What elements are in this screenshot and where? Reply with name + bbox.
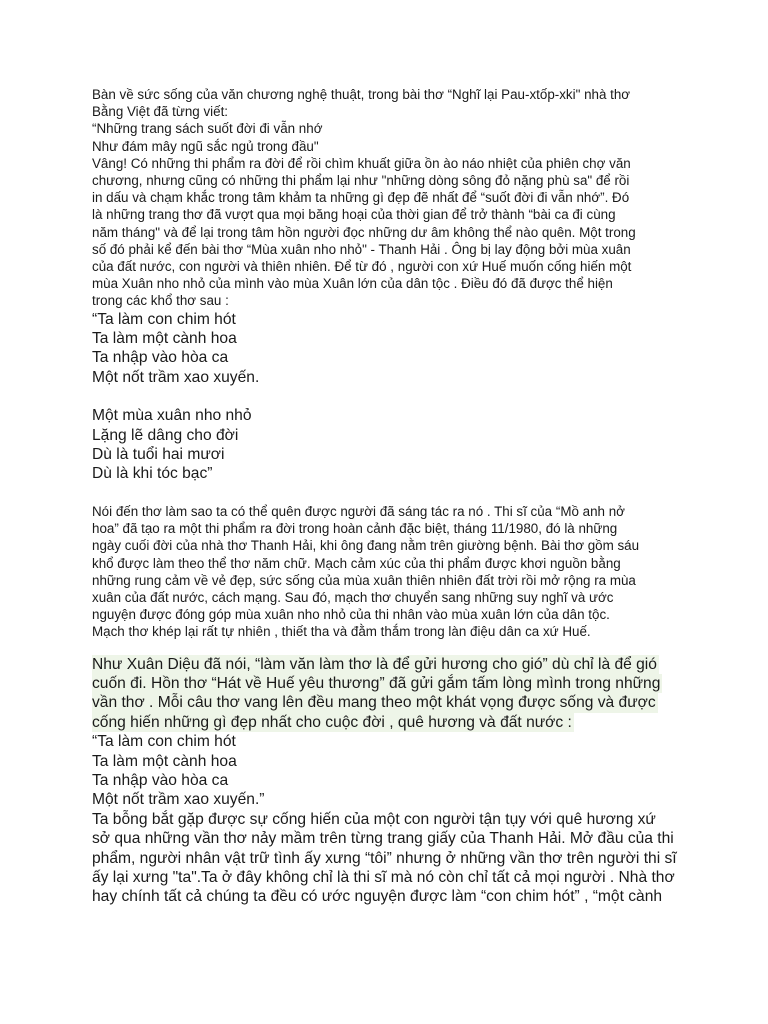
text-line: Nói đến thơ làm sao ta có thể quên được người đã sáng tác ra nó . Thi sĩ của “Mồ anh nở — [92, 503, 625, 519]
text-line: phẩm, người nhân vật trữ tình ấy xưng “tôi” nhưng ở những vần thơ trên người thi sĩ — [92, 849, 677, 867]
text-line: của đất nước, con người và thiên nhiên. Để từ đó , người con xứ Huế muốn cống hiến một — [92, 259, 632, 275]
highlighted-line: cuốn đi. Hồn thơ “Hát về Huế yêu thương” đã gửi gắm tấm lòng mình trong những — [92, 674, 661, 692]
paragraph-3-highlighted — [92, 655, 692, 733]
text-line: Mạch thơ khép lại rất tự nhiên , thiết tha và đằm thắm trong làn điệu dân ca xứ Huế. — [92, 624, 591, 640]
poem-stanza-2 — [92, 406, 692, 484]
poem-stanza-1 — [92, 310, 692, 388]
poem-line: Ta nhập vào hòa ca — [92, 349, 229, 367]
text-line: trong các khổ thơ sau : — [92, 293, 229, 309]
text-line: số đó phải kể đến bài thơ “Mùa xuân nho nhỏ" - Thanh Hải . Ông bị lay động bởi mùa xuân — [92, 241, 631, 257]
paragraph-spacer — [92, 484, 692, 503]
poem-line: Dù là tuổi hai mươi — [92, 446, 225, 464]
poem-line: “Ta làm con chim hót — [92, 310, 236, 328]
text-line: chương, nhưng cũng có những thi phẩm lại như "những dòng sông đỏ nặng phù sa" để rồi — [92, 173, 630, 189]
paragraph-2 — [92, 503, 692, 641]
text-line: mùa Xuân nho nhỏ của mình vào mùa Xuân lớn của dân tộc . Điều đó đã được thể hiện — [92, 276, 613, 292]
text-line: ngày cuối đời của nhà thơ Thanh Hải, khi ông đang nằm trên giường bệnh. Bài thơ gồm sáu — [92, 538, 640, 554]
text-line: năm tháng" và để lại trong tâm hồn người đọc những dư âm không thể nào quên. Một trong — [92, 224, 636, 240]
text-line: in dấu và chạm khắc trong tâm khảm ta những gì đẹp đẽ nhất để “suốt đời đi vẫn nhớ”. Đó — [92, 190, 630, 206]
document-page — [92, 86, 692, 907]
highlighted-line: vần thơ . Mỗi câu thơ vang lên đều mang theo một khát vọng được sống và được — [92, 694, 656, 712]
poem-line: Một mùa xuân nho nhỏ — [92, 407, 252, 425]
poem-line: Ta làm một cành hoa — [92, 330, 237, 348]
highlighted-line: cống hiến những gì đẹp nhất cho cuộc đời , quê hương và đất nước : — [92, 713, 572, 731]
paragraph-spacer — [92, 641, 692, 655]
text-line: Bàn về sức sống của văn chương nghệ thuật, trong bài thơ “Nghĩ lại Pau-xtốp-xki" nhà thơ — [92, 87, 631, 102]
poem-line: Ta nhập vào hòa ca — [92, 771, 229, 789]
text-line: Ta bỗng bắt gặp được sự cống hiến của một con người tận tụy với quê hương xứ — [92, 810, 656, 828]
highlighted-line: Như Xuân Diệu đã nói, “làm văn làm thơ là để gửi hương cho gió” dù chỉ là để gió — [92, 655, 657, 673]
text-line: những rung cảm về vẻ đẹp, sức sống của mùa xuân thiên nhiên đất trời rồi mở rộng ra mùa — [92, 572, 636, 588]
quote-line: Như đám mây ngũ sắc ngủ trong đầu" — [92, 138, 319, 154]
poem-line: Một nốt trầm xao xuyến. — [92, 368, 260, 386]
text-line: hoa” đã tạo ra một thi phẩm ra đời trong hoàn cảnh đặc biệt, tháng 11/1980, đó là những — [92, 521, 618, 537]
text-line: ấy lại xưng "ta".Ta ở đây không chỉ là thi sĩ mà nó còn chỉ tất cả mọi người . Nhà thơ — [92, 868, 675, 886]
text-line: hay chính tất cả chúng ta đều có ước nguyện được làm “con chim hót” , “một cành — [92, 888, 663, 906]
text-line: khổ được làm theo thể thơ năm chữ. Mạch cảm xúc của thi phẩm được khơi nguồn bằng — [92, 555, 621, 571]
text-line: Bằng Việt đã từng viết: — [92, 104, 229, 120]
poem-line: Một nốt trầm xao xuyến.” — [92, 791, 265, 809]
text-line: sở qua những vần thơ nảy mầm trên từng trang giấy của Thanh Hải. Mở đầu của thi — [92, 830, 674, 848]
text-line: là những trang thơ đã vượt qua mọi băng hoại của thời gian để trở thành “bài ca đi cùng — [92, 207, 616, 223]
text-line: xuân của đất nước, cách mạng. Sau đó, mạch thơ chuyển sang những suy nghĩ và ước — [92, 589, 614, 605]
text-line: Vâng! Có những thi phẩm ra đời để rồi chìm khuất giữa ồn ào náo nhiệt của phiên chợ văn — [92, 155, 631, 171]
poem-line: Ta làm một cành hoa — [92, 752, 237, 770]
text-line: nguyện được đóng góp mùa xuân nho nhỏ của thi nhân vào mùa xuân lớn của dân tộc. — [92, 607, 610, 623]
poem-line: “Ta làm con chim hót — [92, 733, 236, 751]
paragraph-4 — [92, 810, 692, 907]
intro-paragraph — [92, 86, 692, 310]
poem-line: Lặng lẽ dâng cho đời — [92, 426, 239, 444]
quote-line: “Những trang sách suốt đời đi vẫn nhớ — [92, 121, 323, 137]
poem-line: Dù là khi tóc bạc” — [92, 465, 213, 483]
poem-excerpt-2 — [92, 732, 692, 810]
stanza-spacer — [92, 387, 692, 406]
